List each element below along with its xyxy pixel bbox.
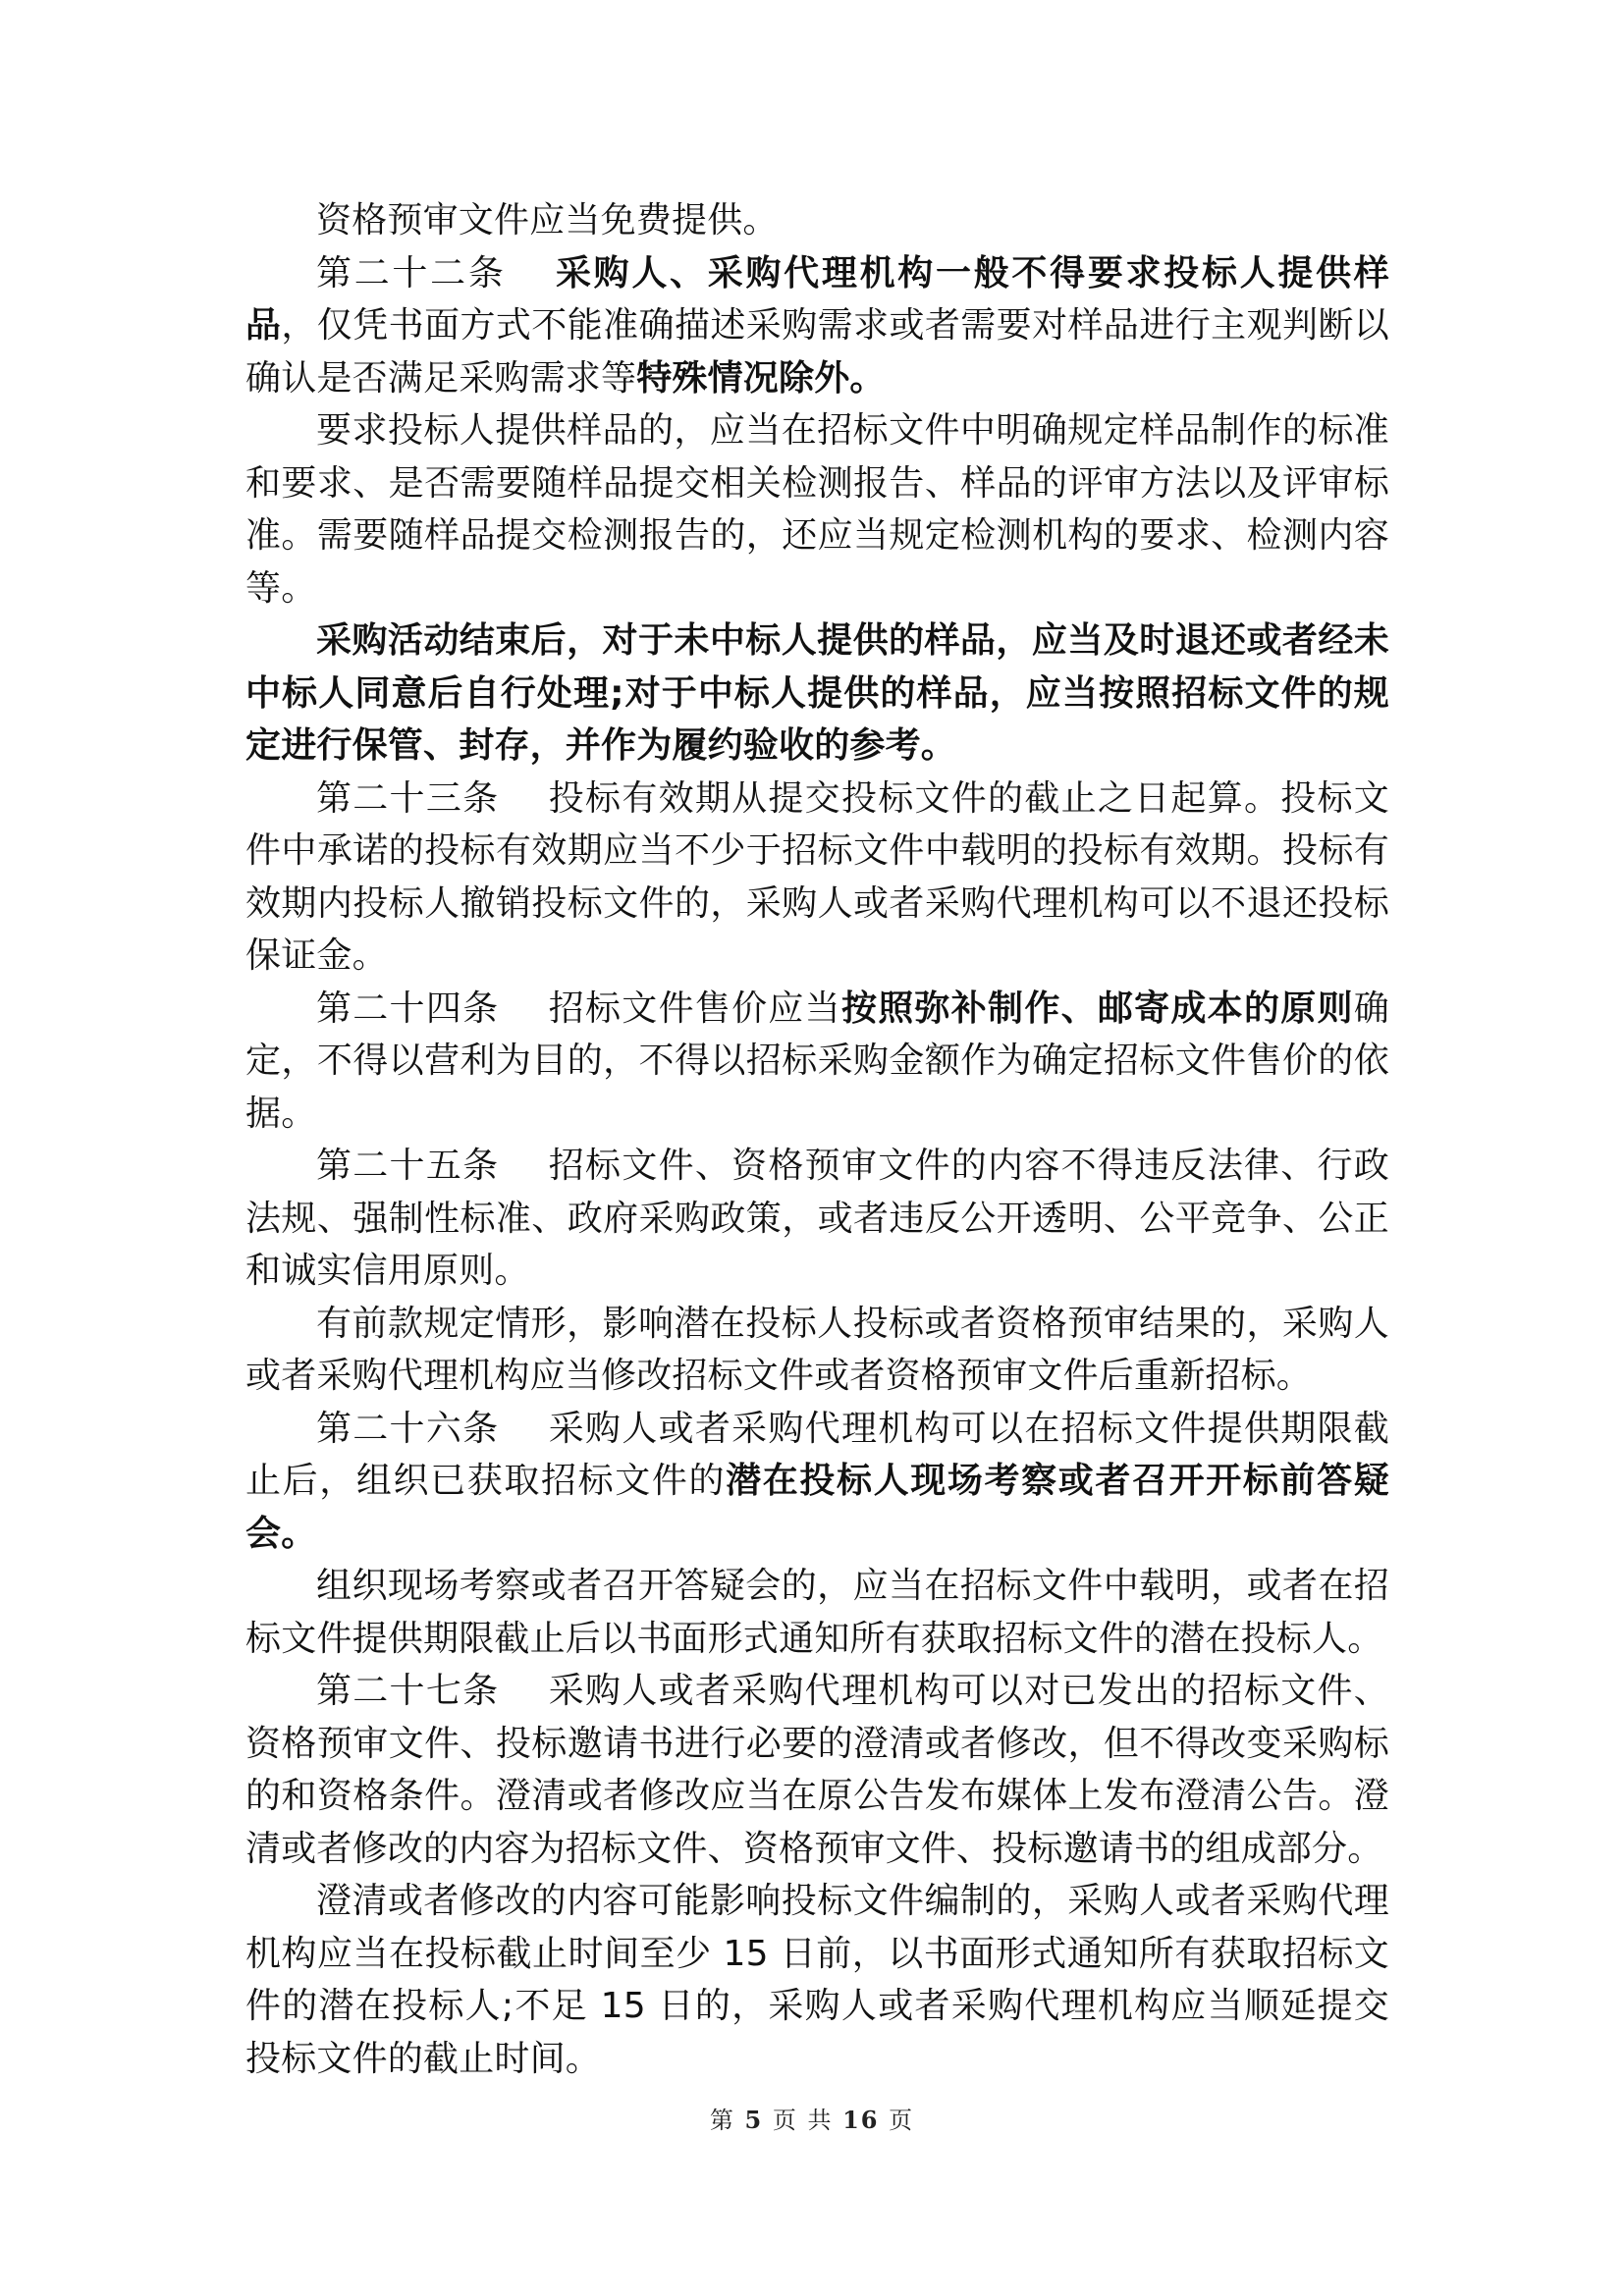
article-23-heading: 第二十三条 [316, 777, 500, 819]
paragraph-4 [245, 614, 1389, 773]
paragraph-article-27 [245, 1665, 1389, 1875]
paragraph-article-22 [245, 247, 1389, 405]
paragraph-1 [245, 194, 1389, 247]
article-26-heading: 第二十六条 [316, 1408, 500, 1449]
paragraph-8 [245, 1298, 1389, 1403]
paragraph-10 [245, 1560, 1389, 1665]
article-22-heading: 第二十二条 [316, 252, 507, 294]
article-27-heading: 第二十七条 [316, 1671, 500, 1711]
article-24-text-1: 招标文件售价应当 [548, 988, 841, 1029]
paragraph-3-text: 要求投标人提供样品的，应当在招标文件中明确规定样品制作的标准和要求、是否需要随样品提交相关检测报告、样品的评审方法以及评审标准。需要随样品提交检测报告的，还应当规定检测机构的要求、检测内容等。 [245, 410, 1389, 609]
footer-suffix: 页 [889, 2107, 915, 2134]
article-22-text-1: ，仅凭书面方式不能准确描述采购需求或者需要对样品进行主观判断以确认是否满足采购需求等 [245, 305, 1390, 399]
paragraph-12 [245, 1875, 1389, 2085]
page-footer [0, 2101, 1624, 2135]
article-24-heading: 第二十四条 [316, 988, 500, 1029]
article-26-bold-1: 潜在投标人现场考察或者召开开标前答疑会。 [245, 1461, 1389, 1554]
footer-middle: 页 共 [772, 2107, 834, 2134]
footer-page-number: 5 [744, 2106, 764, 2134]
article-22-bold-1: 采购人、采购代理机构一般不得要求投标人提供样品 [245, 252, 1389, 346]
footer-prefix: 第 [709, 2107, 735, 2134]
document-body [245, 194, 1389, 2085]
paragraph-4-text: 采购活动结束后，对于未中标人提供的样品，应当及时退还或者经未中标人同意后自行处理;对于中标人提供的样品，应当按照招标文件的规定进行保管、封存，并作为履约验收的参考。 [245, 620, 1389, 766]
article-25-heading: 第二十五条 [316, 1146, 500, 1186]
article-27-text: 采购人或者采购代理机构可以对已发出的招标文件、资格预审文件、投标邀请书进行必要的澄清或者修改，但不得改变采购标的和资格条件。澄清或者修改应当在原公告发布媒体上发布澄清公告。澄清或者修改的内容为招标文件、资格预审文件、投标邀请书的组成部分。 [245, 1671, 1389, 1869]
paragraph-8-text: 有前款规定情形，影响潜在投标人投标或者资格预审结果的，采购人或者采购代理机构应当修改招标文件或者资格预审文件后重新招标。 [245, 1303, 1389, 1396]
paragraph-1-text: 资格预审文件应当免费提供。 [316, 200, 779, 240]
article-22-bold-2: 特殊情况除外。 [636, 357, 886, 399]
footer-total-pages: 16 [842, 2106, 880, 2134]
paragraph-article-23 [245, 773, 1389, 983]
paragraph-12-text: 澄清或者修改的内容可能影响投标文件编制的，采购人或者采购代理机构应当在投标截止时间至少 15 日前，以书面形式通知所有获取招标文件的潜在投标人;不足 15 日的，采购人或者采购代理机构应当顺延提交投标文件的截止时间。 [245, 1881, 1389, 2079]
article-23-text: 投标有效期从提交投标文件的截止之日起算。投标文件中承诺的投标有效期应当不少于招标文件中载明的投标有效期。投标有效期内投标人撤销投标文件的，采购人或者采购代理机构可以不退还投标保证金。 [245, 777, 1389, 976]
paragraph-3 [245, 404, 1389, 614]
article-24-bold-1: 按照弥补制作、邮寄成本的原则 [840, 988, 1354, 1029]
article-26-text-1: 采购人或者采购代理机构可以在招标文件提供期限截止后，组织已获取招标文件的 [245, 1408, 1389, 1501]
paragraph-article-26 [245, 1403, 1389, 1561]
paragraph-article-24 [245, 983, 1389, 1141]
paragraph-article-25 [245, 1140, 1389, 1298]
article-24-text-2: 确定，不得以营利为目的，不得以招标采购金额作为确定招标文件售价的依据。 [245, 988, 1389, 1134]
paragraph-10-text: 组织现场考察或者召开答疑会的，应当在招标文件中载明，或者在招标文件提供期限截止后以书面形式通知所有获取招标文件的潜在投标人。 [245, 1566, 1389, 1659]
article-25-text: 招标文件、资格预审文件的内容不得违反法律、行政法规、强制性标准、政府采购政策，或者违反公开透明、公平竞争、公正和诚实信用原则。 [245, 1146, 1389, 1291]
